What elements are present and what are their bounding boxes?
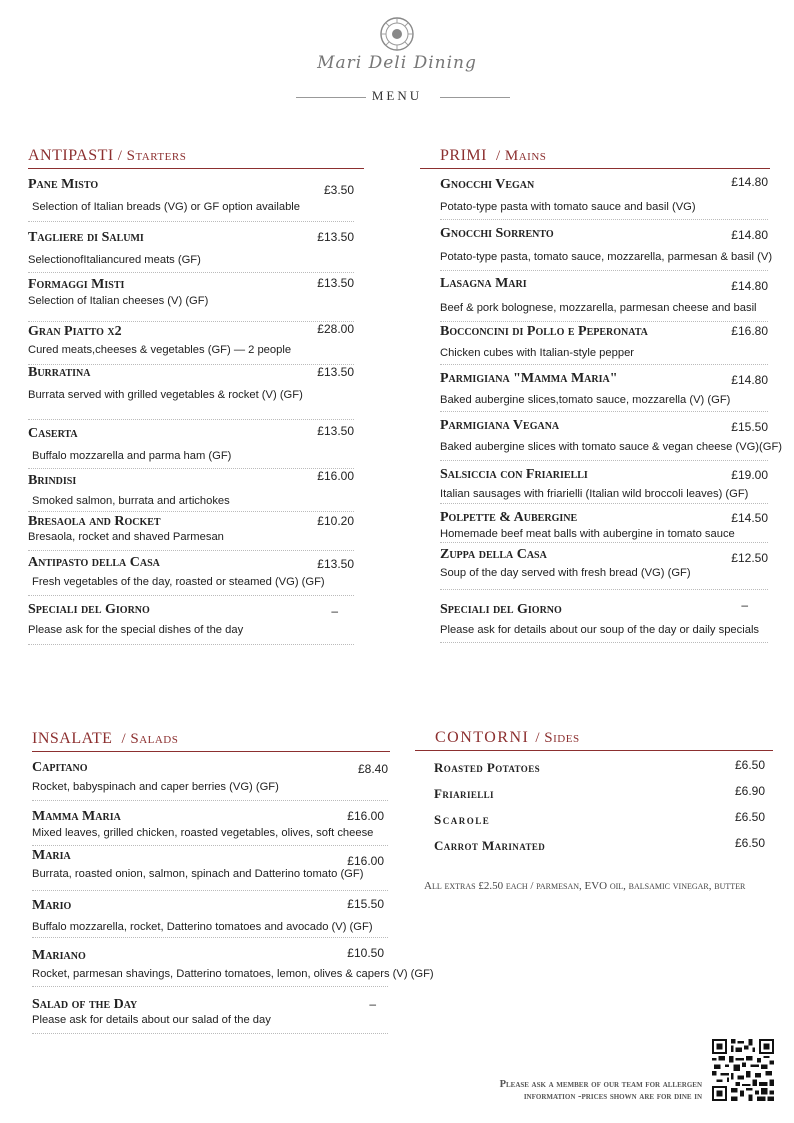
antipasti-list: [28, 169, 354, 645]
allergen-note: [440, 1079, 702, 1103]
item-description: Please ask for the special dishes of the day: [28, 624, 244, 636]
menu-item: [28, 222, 354, 273]
item-price: £28.00: [317, 322, 354, 336]
item-description: Rocket, parmesan shavings, Datterino tomatoes, lemon, olives & capers (V) (GF): [32, 968, 434, 980]
item-description: Fresh vegetables of the day, roasted or steamed (VG) (GF): [32, 576, 325, 588]
menu-item: [28, 469, 354, 512]
menu-item: [32, 938, 434, 987]
item-name: Zuppa della Casa: [440, 547, 547, 562]
section-subtitle: / Starters: [117, 148, 187, 164]
primi-list: [440, 169, 783, 643]
side-item: [434, 781, 773, 807]
item-price: £10.50: [347, 946, 384, 960]
menu-item: [440, 169, 768, 220]
item-name: Speciali del Giorno: [28, 602, 150, 617]
item-price: £16.80: [731, 324, 768, 338]
item-description: Buffalo mozzarella, rocket, Datterino tomatoes and avocado (V) (GF): [32, 921, 373, 933]
item-name: Gran Piatto x2: [28, 324, 122, 339]
item-price: £13.50: [317, 230, 354, 244]
item-name: Caserta: [28, 426, 78, 441]
section-subtitle: / Salads: [121, 731, 179, 747]
item-price: £15.50: [347, 897, 384, 911]
side-item: [434, 833, 773, 859]
item-description: Mixed leaves, grilled chicken, roasted vegetables, olives, soft cheese: [32, 827, 374, 839]
menu-item: [32, 752, 388, 801]
item-name: Salsiccia con Friarielli: [440, 467, 588, 482]
menu-item: [440, 271, 768, 322]
side-price: £6.50: [734, 758, 765, 772]
menu-divider-right: [440, 97, 510, 98]
item-name: Salad of the Day: [32, 997, 138, 1012]
brand-name: Mari Deli Dining: [317, 53, 477, 73]
item-price: –: [331, 604, 338, 618]
menu-item: [440, 365, 768, 412]
item-description: Soup of the day served with fresh bread (VG) (GF): [440, 567, 691, 579]
menu-item: [28, 322, 354, 365]
menu-item: [32, 846, 388, 891]
insalate-list: [32, 752, 434, 1034]
logo-emblem-icon: [379, 16, 415, 52]
section-title: PRIMI: [440, 147, 487, 164]
item-price: £15.50: [731, 420, 768, 434]
item-price: £14.50: [731, 511, 768, 525]
item-description: Burrata served with grilled vegetables & rocket (V) (GF): [28, 389, 303, 401]
menu-item: [440, 590, 768, 643]
item-price: £16.00: [347, 854, 384, 868]
menu-item: [440, 322, 768, 365]
item-price: –: [741, 598, 748, 612]
item-description: Selection of Italian cheeses (V) (GF): [28, 295, 209, 307]
side-name: Friarielli: [434, 786, 494, 801]
item-price: £13.50: [317, 276, 354, 290]
extras-note: All extras £2.50 each / parmesan, EVO oil, balsamic vinegar, butter: [424, 880, 746, 892]
item-name: Capitano: [32, 760, 88, 775]
qr-code-icon[interactable]: [712, 1039, 774, 1106]
item-description: Italian sausages with friarielli (Italian wild broccoli leaves) (GF): [440, 488, 749, 500]
allergen-note-line: Please ask a member of our team for allergen: [499, 1079, 702, 1090]
section-title: ANTIPASTI: [28, 147, 114, 164]
menu-heading: MENU: [371, 88, 423, 103]
item-description: Please ask for details about our salad of the day: [32, 1014, 271, 1026]
side-item: [434, 755, 773, 781]
menu-item: [440, 412, 783, 461]
item-name: Formaggi Misti: [28, 277, 125, 292]
side-price: £6.50: [734, 810, 765, 824]
item-description: Bresaola, rocket and shaved Parmesan: [28, 531, 224, 543]
item-name: Bocconcini di Pollo e Peperonata: [440, 324, 648, 339]
item-price: £13.50: [317, 557, 354, 571]
item-description: Beef & pork bolognese, mozzarella, parmesan cheese and basil: [440, 302, 757, 314]
contorni-section: [415, 728, 773, 859]
menu-item: [28, 596, 354, 645]
item-name: Gnocchi Sorrento: [440, 226, 554, 241]
menu-item: [440, 220, 773, 271]
menu-item: [28, 512, 354, 551]
item-price: £13.50: [317, 424, 354, 438]
item-name: Brindisi: [28, 473, 77, 488]
item-name: Parmigiana "Mamma Maria": [440, 371, 618, 386]
item-price: £12.50: [731, 551, 768, 565]
item-price: £14.80: [731, 175, 768, 189]
item-description: Buffalo mozzarella and parma ham (GF): [32, 450, 232, 462]
menu-item: [28, 551, 354, 596]
section-subtitle: / Mains: [495, 148, 547, 164]
item-price: £3.50: [323, 183, 354, 197]
item-name: Burratina: [28, 365, 91, 380]
item-name: Speciali del Giorno: [440, 602, 562, 617]
item-name: Mamma Maria: [32, 809, 121, 824]
menu-item: [28, 273, 354, 322]
section-subtitle: / Sides: [535, 730, 580, 746]
contorni-list: [434, 755, 773, 859]
side-price: £6.90: [734, 784, 765, 798]
side-item: [434, 807, 773, 833]
side-name: Carrot Marinated: [434, 838, 546, 853]
section-title: INSALATE: [32, 730, 113, 747]
item-description: Potato-type pasta with tomato sauce and basil (VG): [440, 201, 696, 213]
item-description: Rocket, babyspinach and caper berries (VG) (GF): [32, 781, 279, 793]
item-price: –: [369, 997, 376, 1011]
section-header: [415, 728, 773, 751]
section-header: [28, 146, 364, 169]
section-header: [32, 729, 390, 752]
item-description: Please ask for details about our soup of the day or daily specials: [440, 624, 760, 636]
item-name: Maria: [32, 848, 71, 863]
item-name: Antipasto della Casa: [28, 555, 160, 570]
item-price: £14.80: [731, 228, 768, 242]
item-price: £8.40: [357, 762, 388, 776]
item-name: Parmigiana Vegana: [440, 418, 560, 433]
menu-item: [32, 891, 388, 938]
section-header: [420, 146, 770, 169]
side-name: Roasted Potatoes: [434, 760, 541, 775]
item-price: £16.00: [347, 809, 384, 823]
item-name: Pane Misto: [28, 177, 99, 192]
antipasti-section: [28, 146, 364, 645]
item-description: Baked aubergine slices with tomato sauce & vegan cheese (VG)(GF): [440, 441, 783, 453]
menu-item: [32, 987, 388, 1034]
section-title: CONTORNI: [435, 729, 530, 746]
item-price: £14.80: [731, 279, 768, 293]
item-description: Selection of Italian breads (VG) or GF option available: [32, 201, 301, 213]
menu-item: [28, 365, 354, 420]
item-name: Lasagna Mari: [440, 276, 527, 291]
item-description: Cured meats,cheeses & vegetables (GF) — 2 people: [28, 344, 292, 356]
item-price: £14.80: [731, 373, 768, 387]
menu-item: [28, 420, 354, 469]
item-description: Potato-type pasta, tomato sauce, mozzarella, parmesan & basil (V): [440, 251, 773, 263]
menu-item: [440, 461, 768, 504]
item-name: Polpette & Aubergine: [440, 510, 578, 525]
item-description: Burrata, roasted onion, salmon, spinach and Datterino tomato (GF): [32, 868, 364, 880]
item-price: £16.00: [317, 469, 354, 483]
item-name: Bresaola and Rocket: [28, 514, 161, 529]
item-price: £19.00: [731, 468, 768, 482]
item-name: Gnocchi Vegan: [440, 177, 535, 192]
item-description: Smoked salmon, burrata and artichokes: [32, 495, 230, 507]
allergen-note-line: information -prices shown are for dine in: [523, 1091, 702, 1102]
side-price: £6.50: [734, 836, 765, 850]
menu-item: [28, 169, 354, 222]
item-description: Baked aubergine slices,tomato sauce, mozzarella (V) (GF): [440, 394, 731, 406]
logo: [300, 16, 494, 73]
item-name: Tagliere di Salumi: [28, 230, 144, 245]
item-price: £10.20: [317, 514, 354, 528]
item-description: SelectionofItaliancured meats (GF): [28, 254, 201, 266]
menu-item: [440, 504, 768, 543]
item-name: Mario: [32, 898, 72, 913]
menu-item: [440, 543, 768, 590]
insalate-section: [32, 729, 434, 1034]
menu-item: [32, 801, 388, 846]
item-price: £13.50: [317, 365, 354, 379]
item-description: Chicken cubes with Italian-style pepper: [440, 347, 635, 359]
primi-section: [440, 146, 783, 643]
side-name: Scarole: [434, 812, 491, 827]
item-name: Mariano: [32, 948, 86, 963]
item-description: Homemade beef meat balls with aubergine in tomato sauce: [440, 528, 735, 540]
